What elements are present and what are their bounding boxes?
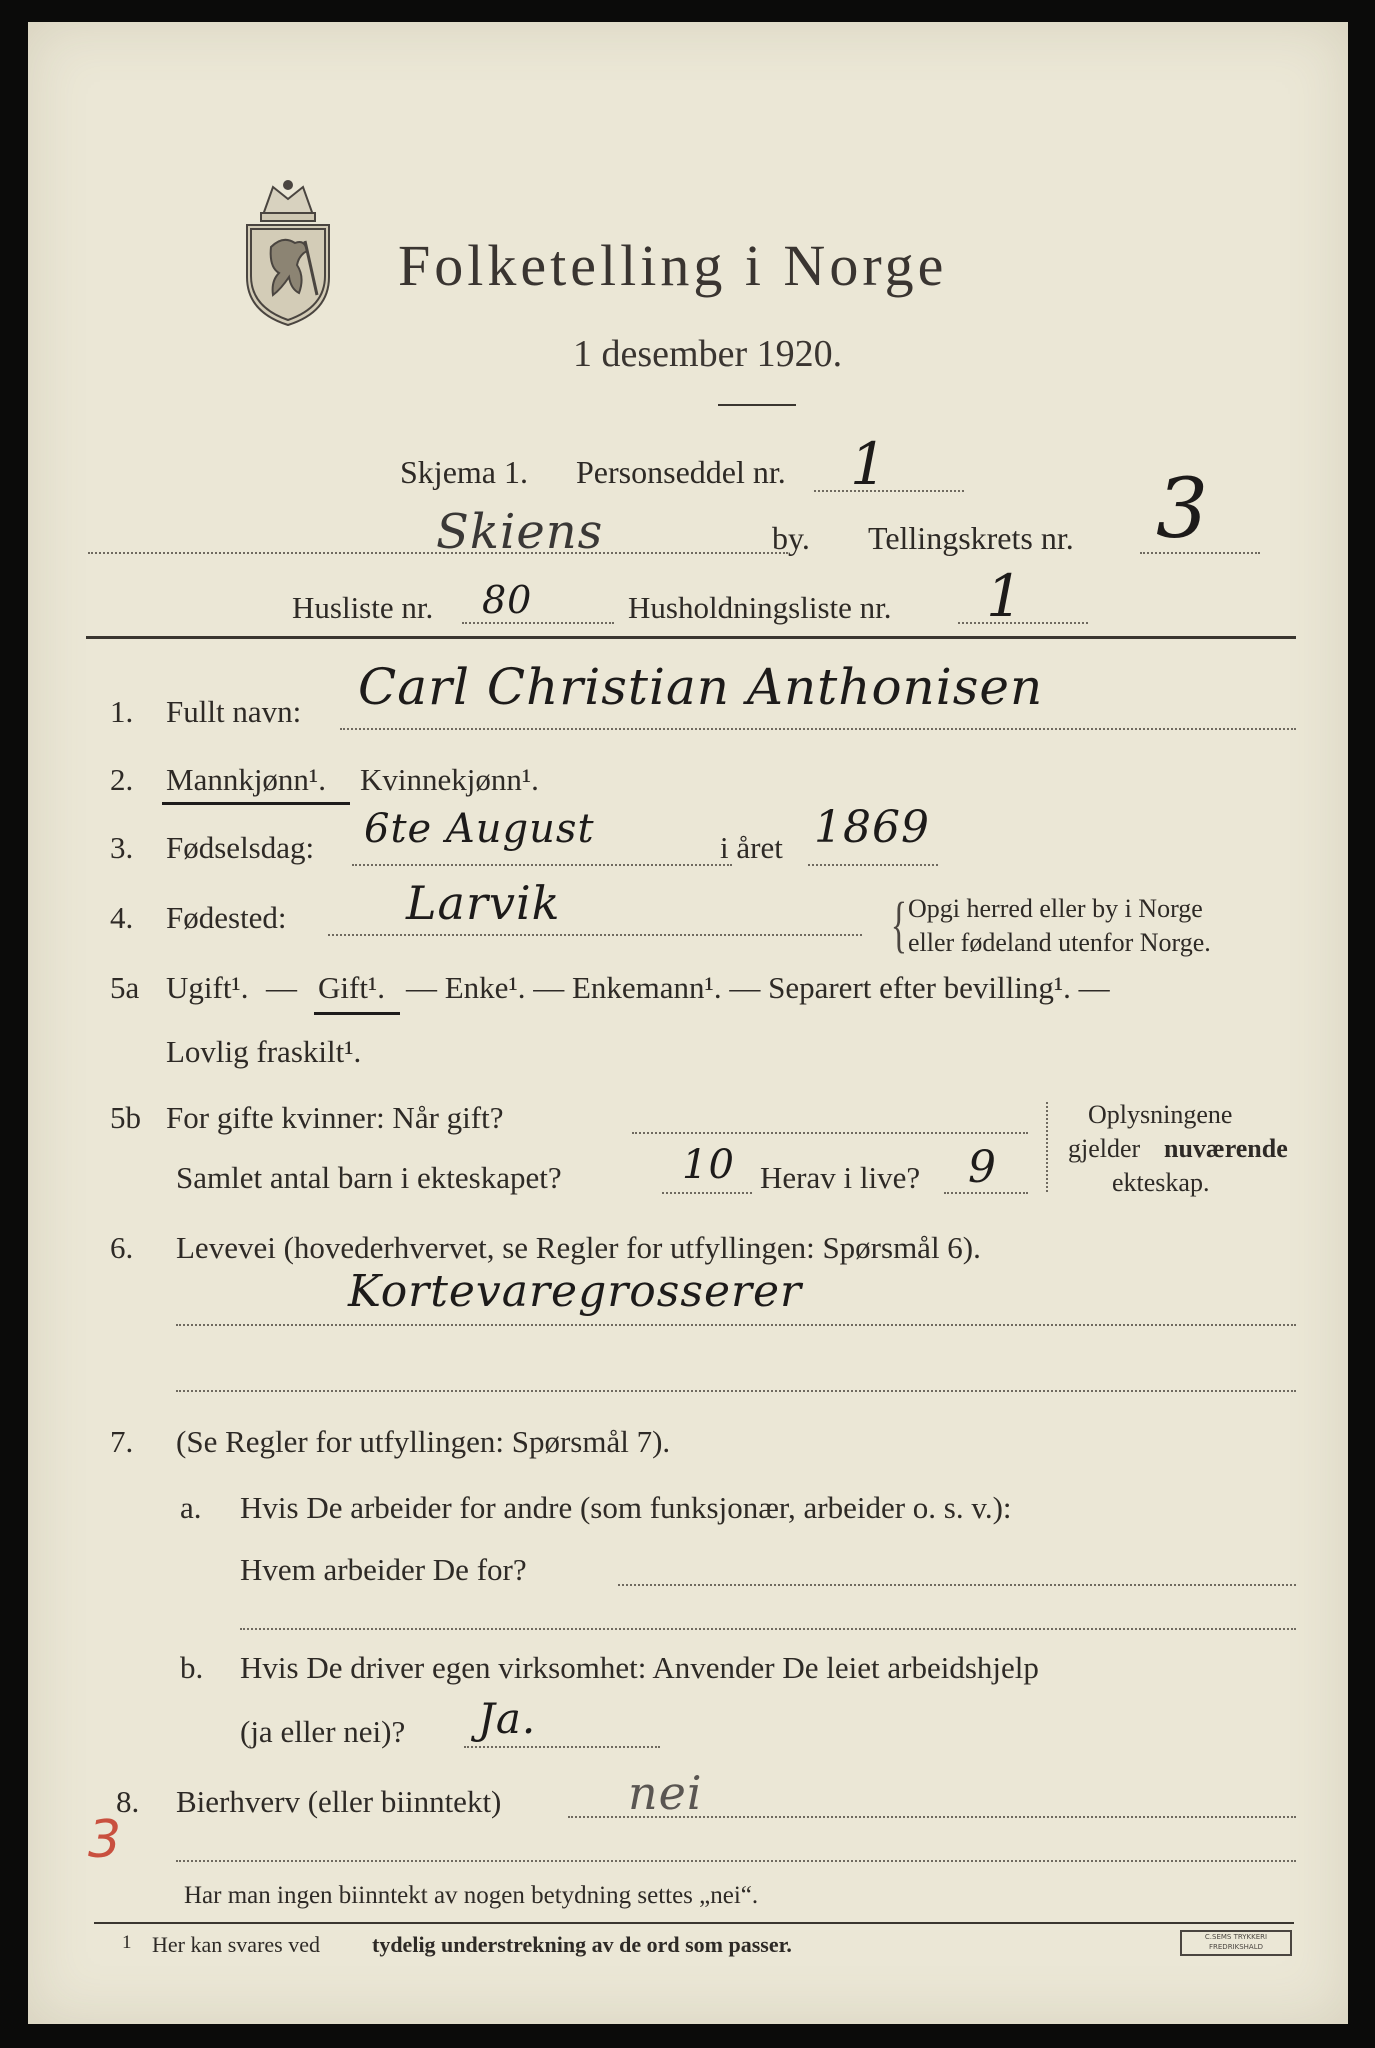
q4-note-line1: Opgi herred eller by i Norge [908, 894, 1203, 923]
q8-margin-mark: 3 [88, 1810, 122, 1870]
q1-full-name-value[interactable]: Carl Christian Anthonisen [358, 658, 1044, 716]
personseddel-value[interactable]: 1 [850, 430, 888, 498]
q7-number: 7. [110, 1424, 134, 1459]
q8-label: Bierhverv (eller biinntekt) [176, 1784, 502, 1819]
q5b-number: 5b [110, 1100, 141, 1135]
q3-year-line [808, 864, 938, 866]
q5a-dash: — [266, 970, 297, 1005]
q5b-married-line [632, 1132, 1028, 1134]
q3-year-value[interactable]: 1869 [814, 802, 930, 853]
q5a-number: 5a [110, 970, 140, 1005]
q6-occupation-value[interactable]: Kortevaregrosserer [348, 1266, 803, 1317]
q5b-alive-label: Herav i live? [760, 1160, 921, 1195]
tellingskrets-label: Tellingskrets nr. [868, 520, 1074, 556]
q7b-value[interactable]: Ja. [478, 1694, 537, 1743]
q5a-other-options[interactable]: — Enke¹. — Enkemann¹. — Separert efter bevilling¹. — [406, 970, 1110, 1005]
q6-label: Levevei (hovederhvervet, se Regler for utfyllingen: Spørsmål 6). [176, 1230, 981, 1265]
q5a-gift-option[interactable]: Gift¹. [318, 970, 385, 1005]
q4-line [328, 934, 862, 936]
q5a-ugift-option[interactable]: Ugift¹. [166, 970, 249, 1005]
q7a-line [618, 1584, 1296, 1586]
q3-day-value[interactable]: 6te August [364, 806, 595, 852]
q5a-fraskilt-option[interactable]: Lovlig fraskilt¹. [166, 1034, 362, 1069]
q5b-label: For gifte kvinner: Når gift? [166, 1100, 504, 1135]
q5b-note-line1: Oplysningene [1088, 1100, 1233, 1129]
printer-stamp: C.SEMS TRYKKERI FREDRIKSHALD [1180, 1930, 1292, 1956]
q8-value[interactable]: nei [628, 1766, 703, 1820]
q2-male-underline [162, 802, 350, 805]
q5b-alive-value[interactable]: 9 [968, 1142, 997, 1193]
footnote-text-b: tydelig understrekning av de ord som passer. [372, 1932, 792, 1957]
q3-day-line [352, 864, 732, 866]
husliste-value[interactable]: 80 [482, 578, 533, 622]
husholdning-value[interactable]: 1 [986, 562, 1024, 630]
title-divider [718, 404, 796, 406]
q5b-children-value[interactable]: 10 [682, 1142, 735, 1188]
husliste-label: Husliste nr. [292, 590, 434, 625]
q2-female-option[interactable]: Kvinnekjønn¹. [360, 762, 539, 797]
q6-line1 [176, 1324, 1296, 1326]
q1-label: Fullt navn: [166, 694, 302, 729]
q7b-line1: Hvis De driver egen virksomhet: Anvender De leiet arbeidshjelp [240, 1650, 1039, 1685]
footer-rule [94, 1922, 1294, 1924]
q4-label: Fødested: [166, 900, 287, 935]
q7-label: (Se Regler for utfyllingen: Spørsmål 7). [176, 1424, 671, 1459]
q5b-note-line2a: gjelder [1068, 1134, 1141, 1163]
q1-number: 1. [110, 694, 134, 729]
census-date: 1 desember 1920. [573, 333, 843, 375]
q4-brace: { [890, 891, 908, 959]
q1-line [340, 728, 1296, 730]
q7a-line-extra [240, 1628, 1296, 1630]
footnote-text-a: Her kan svares ved [152, 1932, 320, 1957]
footer-note: Har man ingen biinntekt av nogen betydning settes „nei“. [184, 1882, 759, 1909]
q7a-line1: Hvis De arbeider for andre (som funksjonær, arbeider o. s. v.): [240, 1490, 1012, 1525]
city-line [88, 552, 788, 554]
q7a-line2: Hvem arbeider De for? [240, 1552, 527, 1587]
q3-label: Fødselsdag: [166, 830, 315, 865]
q5b-note-separator [1046, 1102, 1048, 1192]
q4-birthplace-value[interactable]: Larvik [406, 876, 561, 930]
personseddel-label: Personseddel nr. [576, 454, 786, 490]
q5b-children-label: Samlet antal barn i ekteskapet? [176, 1160, 562, 1195]
q3-number: 3. [110, 830, 134, 865]
q8-line-extra [176, 1860, 1296, 1862]
q4-number: 4. [110, 900, 134, 935]
q7b-line2: (ja eller nei)? [240, 1714, 406, 1749]
q8-number: 8. [116, 1784, 140, 1819]
q2-male-option[interactable]: Mannkjønn¹. [166, 762, 326, 797]
q7b-line [464, 1746, 660, 1748]
q2-number: 2. [110, 762, 134, 797]
skjema-label: Skjema 1. [400, 454, 528, 490]
by-label: by. [772, 520, 810, 556]
city-value[interactable]: Skiens [436, 504, 604, 560]
census-form-sheet [28, 22, 1348, 2024]
footnote-number: 1 [122, 1932, 132, 1953]
q7b-letter: b. [180, 1650, 204, 1685]
q7a-letter: a. [180, 1490, 202, 1525]
q5b-children-line [662, 1192, 752, 1194]
q4-note-line2: eller fødeland utenfor Norge. [908, 928, 1211, 957]
q5b-note-line2b: nuværende [1164, 1134, 1288, 1163]
husliste-line [462, 622, 614, 624]
norwegian-coat-of-arms-icon [233, 177, 343, 327]
q5a-gift-underline [314, 1012, 400, 1015]
form-title: Folketelling i Norge [398, 233, 948, 298]
tellingskrets-value[interactable]: 3 [1156, 462, 1210, 557]
q3-year-label: i året [720, 830, 783, 865]
q6-line2 [176, 1390, 1296, 1392]
husholdning-label: Husholdningsliste nr. [628, 590, 892, 625]
header-rule [86, 636, 1296, 639]
personseddel-line [814, 490, 964, 492]
q6-number: 6. [110, 1230, 134, 1265]
q5b-note-line3: ekteskap. [1112, 1168, 1210, 1197]
